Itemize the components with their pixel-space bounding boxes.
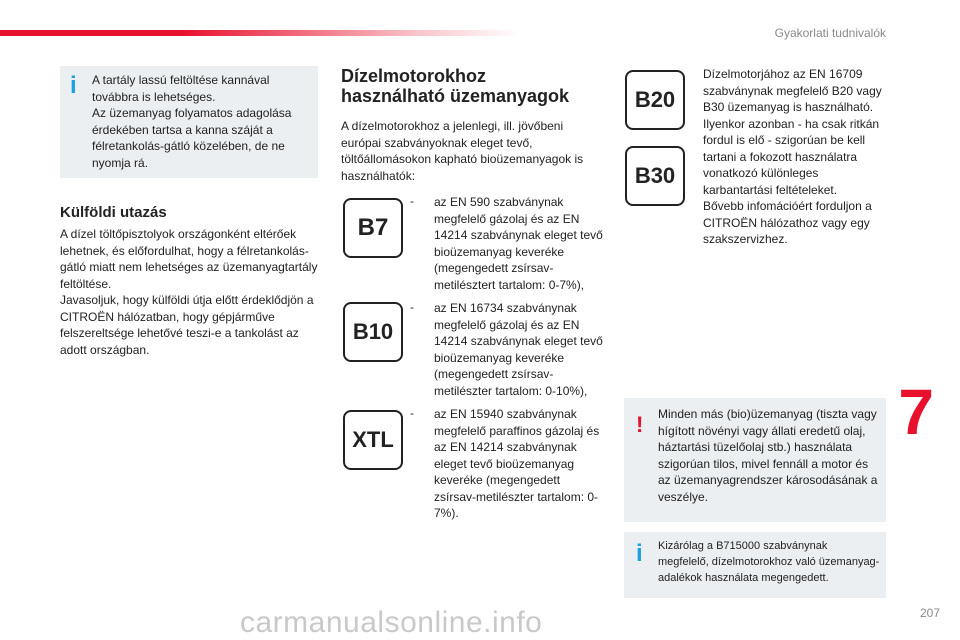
info-note-top: [60, 66, 318, 178]
section-title: Gyakorlati tudnivalók: [774, 26, 886, 40]
b30-badge: B30: [625, 146, 685, 206]
info-note-bottom: [624, 532, 886, 598]
list-bullet: -: [410, 406, 414, 420]
page-number: 207: [919, 606, 940, 620]
warning-note: [624, 398, 886, 522]
travel-body: A dízel töltőpisztolyok országonként eltérőek lehetnek, és előfordulhat, hogy a félretankolás-gátló miatt nem lehetséges az üzemanyagtartály feltöltése. Javasoljuk, hogy külföldi útja előtt érdeklődjön a CITROËN hálózatban, hogy gépjárműve felszereltsége lehetővé teszi-e a tankolást az adott országban.: [60, 227, 318, 357]
b10-badge: B10: [343, 302, 403, 362]
diesel-title: Dízelmotorokhoz használható üzemanyagok: [341, 66, 570, 106]
header-accent-bar: [0, 30, 520, 36]
travel-title: Külföldi utazás: [60, 204, 167, 221]
chapter-number: 7: [898, 376, 934, 448]
info-note-bottom-text: Kizárólag a B715000 szabványnak megfelelő, dízelmotorokhoz való üzemanyag-adalékok használata megengedett.: [658, 540, 880, 584]
list-bullet: -: [410, 300, 414, 314]
fuel-item-xtl: az EN 15940 szabványnak megfelelő paraffinos gázolaj és az EN 14214 szabványnak eleget tevő bioüzemanyag keveréke (megengedett zsírsav-metilészter tartalom: 0-7%).: [434, 407, 600, 520]
warning-icon: !: [636, 412, 644, 437]
list-bullet: -: [410, 194, 414, 208]
info-note-top-text: A tartály lassú feltöltése kannával továbbra is lehetséges. Az üzemanyag folyamatos adagolása érdekében tartsa a kanna száját a félretankolás-gátló közelében, de ne nyomja rá.: [92, 73, 292, 170]
xtl-badge: XTL: [343, 410, 403, 470]
b7-badge: B7: [343, 198, 403, 258]
info-icon: i: [636, 540, 643, 567]
diesel-intro: A dízelmotorokhoz a jelenlegi, ill. jövőbeni európai szabványoknak eleget tevő, töltőállomásokon kapható bioüzemanyagok is használhatók:: [341, 119, 584, 183]
watermark: carmanualsonline.info: [240, 606, 543, 639]
b20-badge: B20: [625, 70, 685, 130]
warning-note-text: Minden más (bio)üzemanyag (tiszta vagy hígított növényi vagy állati eredetű olaj, háztartási tüzelőolaj stb.) használata szigorúan tilos, mivel fennáll a motor és az üzemanyagrendszer károsodásának a veszélye.: [658, 407, 878, 504]
b20-b30-text: Dízelmotorjához az EN 16709 szabványnak megfelelő B20 vagy B30 üzemanyag is használható. Ilyenkor azonban - ha csak ritkán fordul is elő - szigorúan be kell tartani a fokozott használatra vonatkozó különleges karbantartási feltételeket. Bővebb infomációért forduljon a CITROËN hálózathoz vagy egy szakszervizhez.: [703, 67, 882, 246]
info-icon: i: [70, 72, 77, 99]
fuel-item-b7: az EN 590 szabványnak megfelelő gázolaj és az EN 14214 szabványnak eleget tevő bioüzemanyag keveréke (megengedett zsírsav-metilésztert tartalom: 0-7%),: [434, 195, 603, 292]
fuel-item-b10: az EN 16734 szabványnak megfelelő gázolaj és az EN 14214 szabványnak eleget tevő bioüzemanyag keveréke (megengedett zsírsav-metilészter tartalom: 0-10%),: [434, 301, 603, 398]
